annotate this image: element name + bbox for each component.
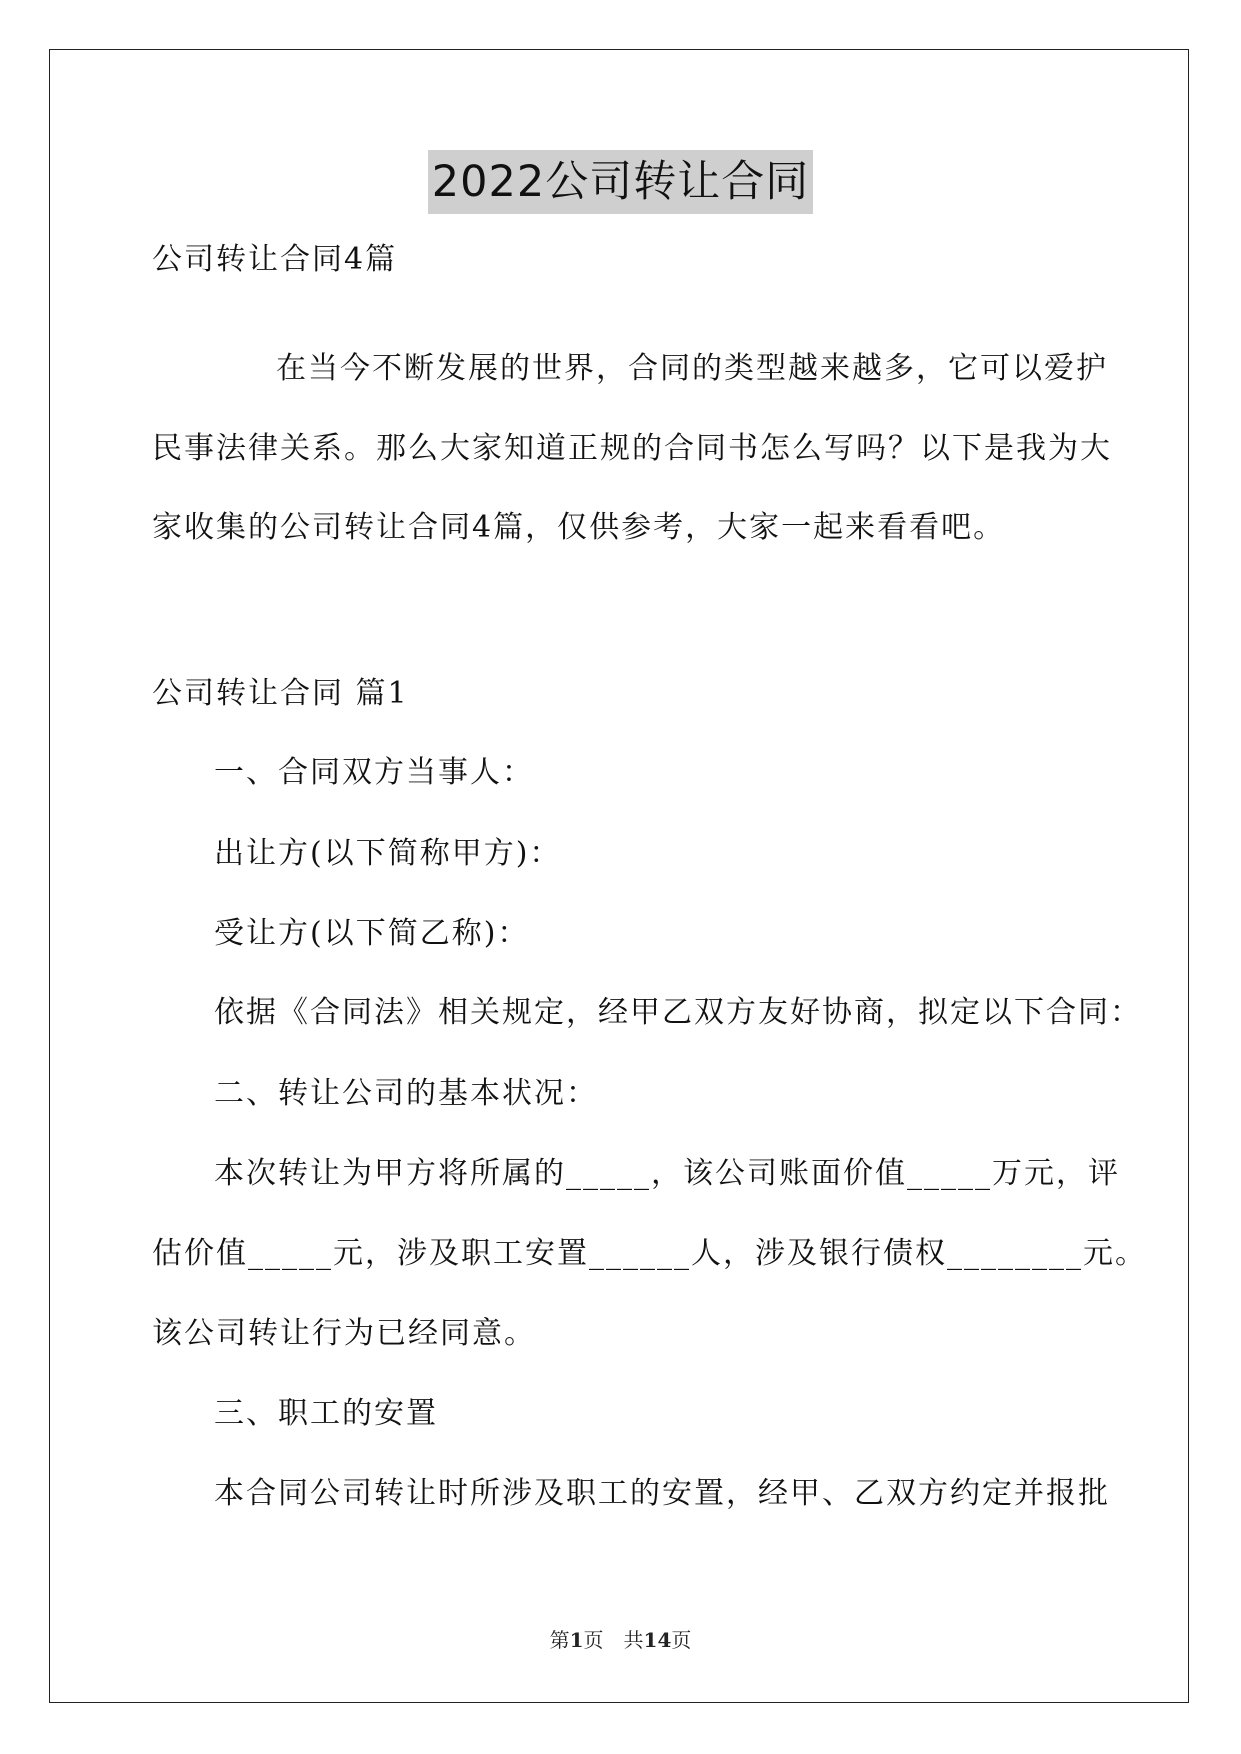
document-title: 2022公司转让合同 [428, 150, 813, 214]
staff-heading: 三、职工的安置 [214, 1396, 438, 1431]
current-page-number: 1 [569, 1628, 584, 1652]
company-line-2: 估价值_____元，涉及职工安置______人，涉及银行债权________元。 [152, 1236, 1147, 1271]
title-block [0, 150, 1241, 214]
intro-line-2: 民事法律关系。那么大家知道正规的合同书怎么写吗？以下是我为大 [152, 431, 1112, 466]
page-suffix: 页 [671, 1628, 692, 1652]
company-heading: 二、转让公司的基本状况： [214, 1076, 598, 1111]
parties-heading: 一、合同双方当事人： [214, 755, 534, 790]
company-line-3: 该公司转让行为已经同意。 [152, 1316, 536, 1351]
total-page-number: 14 [643, 1628, 672, 1652]
intro-line-3: 家收集的公司转让合同4篇，仅供参考，大家一起来看看吧。 [152, 510, 1006, 545]
staff-line: 本合同公司转让时所涉及职工的安置，经甲、乙双方约定并报批 [214, 1476, 1110, 1511]
section-heading: 公司转让合同 篇1 [152, 676, 409, 711]
transferee-line: 受让方(以下简乙称)： [214, 916, 530, 951]
page-counter [0, 1626, 1241, 1654]
company-line-1: 本次转让为甲方将所属的_____，该公司账面价值_____万元，评 [214, 1156, 1120, 1191]
basis-line: 依据《合同法》相关规定，经甲乙双方友好协商，拟定以下合同： [214, 995, 1142, 1030]
page-prefix: 第 [549, 1628, 570, 1652]
intro-line-1: 在当今不断发展的世界，合同的类型越来越多，它可以爱护 [276, 351, 1108, 386]
transferor-line: 出让方(以下简称甲方)： [214, 836, 562, 871]
page-border [49, 49, 1189, 1703]
subtitle: 公司转让合同4篇 [152, 242, 398, 277]
page-mid: 页 共 [583, 1628, 644, 1652]
